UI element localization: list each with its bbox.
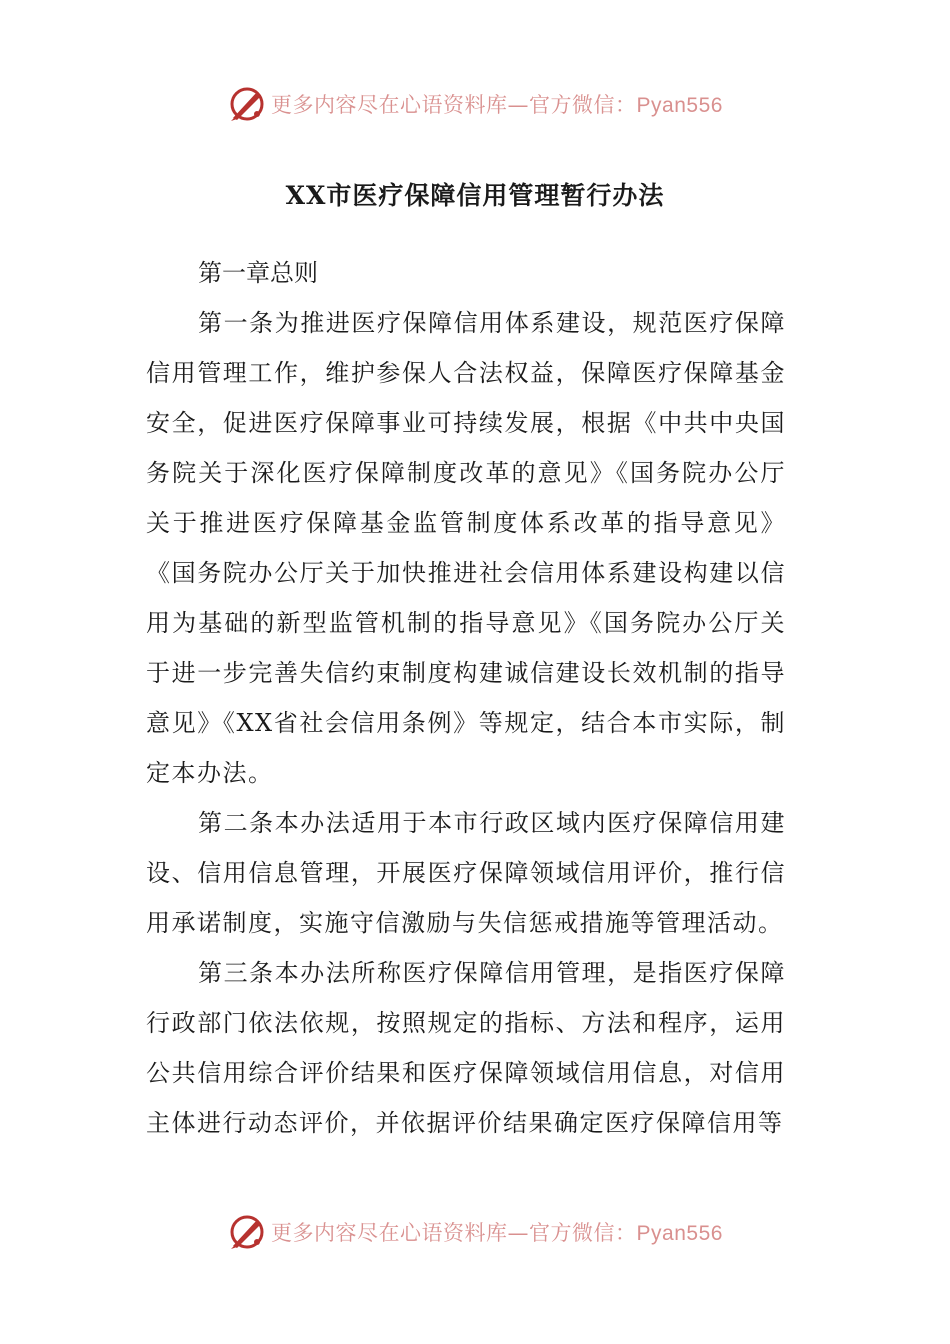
footer-banner bbox=[0, 1210, 950, 1254]
chapter-heading: 第一章总则 bbox=[198, 259, 318, 287]
header-banner bbox=[0, 82, 950, 126]
document-body bbox=[146, 248, 786, 1148]
article-paragraph-3: 第三条本办法所称医疗保障信用管理，是指医疗保障行政部门依法依规，按照规定的指标、方法和程序，运用公共信用综合评价结果和医疗保障领域信用信息，对信用主体进行动态评价，并依据评价结果确定医疗保障信用等 bbox=[146, 959, 786, 1137]
banner-text bbox=[271, 89, 723, 119]
document-title: XX市医疗保障信用管理暂行办法 bbox=[285, 181, 665, 210]
banner-wechat-id: Pyan556 bbox=[636, 94, 723, 117]
article-paragraph-2: 第二条本办法适用于本市行政区域内医疗保障信用建设、信用信息管理，开展医疗保障领域信用评价，推行信用承诺制度，实施守信激励与失信惩戒措施等管理活动。 bbox=[146, 809, 786, 937]
article-paragraph-1: 第一条为推进医疗保障信用体系建设，规范医疗保障信用管理工作，维护参保人合法权益，保障医疗保障基金安全，促进医疗保障事业可持续发展，根据《中共中央国务院关于深化医疗保障制度改革的意见》《国务院办公厅关于推进医疗保障基金监管制度体系改革的指导意见》《国务院办公厅关于加快推进社会信用体系建设构建以信用为基础的新型监管机制的指导意见》《国务院办公厅关于进一步完善失信约束制度构建诚信建设长效机制的指导意见》《XX省社会信用条例》等规定，结合本市实际，制定本办法。 bbox=[146, 309, 786, 787]
banner-wechat-id: Pyan556 bbox=[636, 1222, 723, 1245]
banner-slogan: 更多内容尽在心语资料库—官方微信： bbox=[271, 1221, 637, 1245]
banner-slogan: 更多内容尽在心语资料库—官方微信： bbox=[271, 93, 637, 117]
pen-circle-logo-icon bbox=[227, 1212, 267, 1252]
banner-text bbox=[271, 1217, 723, 1247]
pen-circle-logo-icon bbox=[227, 84, 267, 124]
